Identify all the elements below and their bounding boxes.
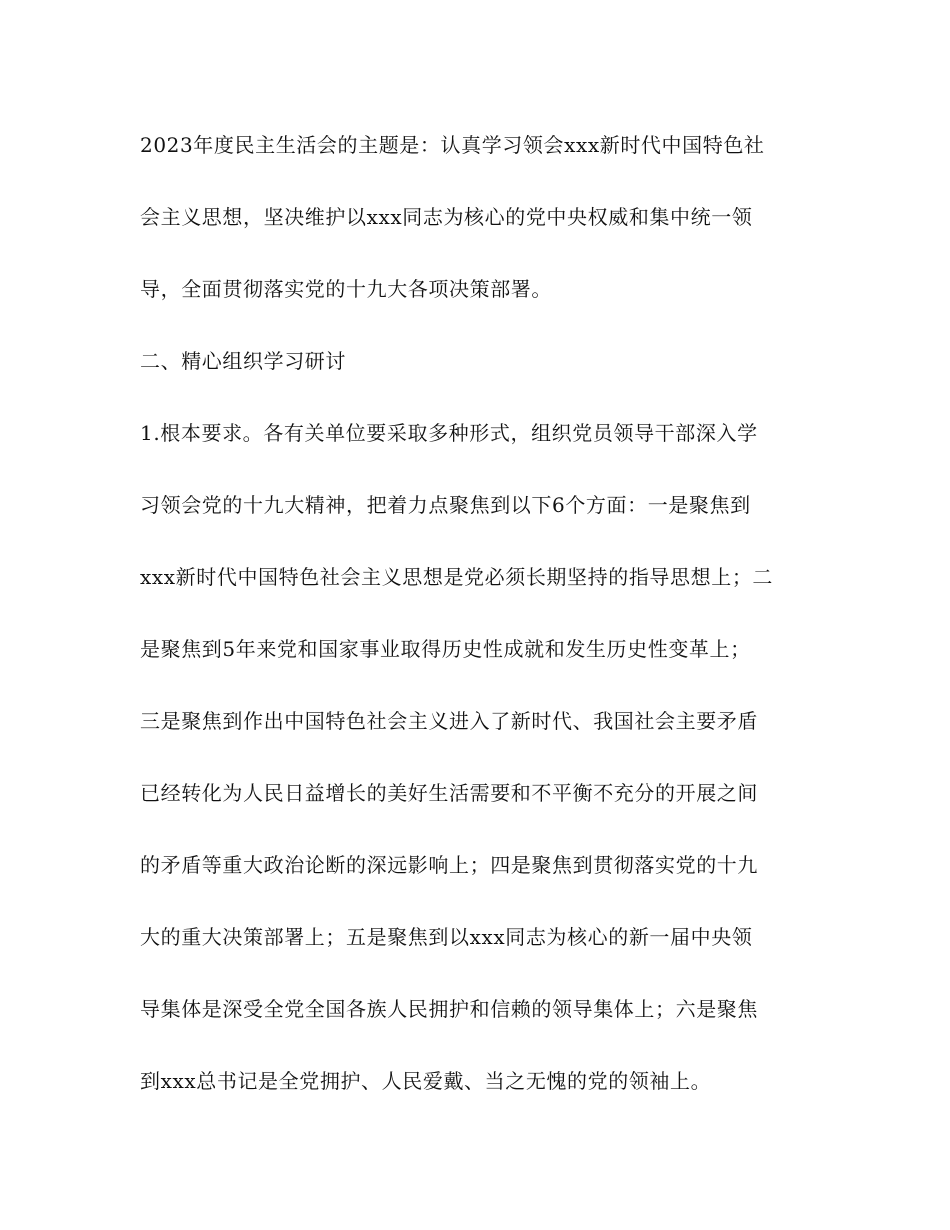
text-line: 大的重大决策部署上；五是聚焦到以xxx同志为核心的新一届中央领 — [140, 925, 753, 949]
section-heading: 二、精心组织学习研讨 — [140, 349, 346, 373]
text-line: 导集体是深受全党全国各族人民拥护和信赖的领导集体上；六是聚焦 — [140, 997, 758, 1021]
text-line: 三是聚焦到作出中国特色社会主义进入了新时代、我国社会主要矛盾 — [140, 709, 758, 733]
text-line: 到xxx总书记是全党拥护、人民爱戴、当之无愧的党的领袖上。 — [140, 1069, 712, 1093]
text-line: 是聚焦到5年来党和国家事业取得历史性成就和发生历史性变革上； — [140, 637, 751, 661]
text-line: 1.根本要求。各有关单位要采取多种形式，组织党员领导干部深入学 — [140, 421, 758, 445]
text-line: 2023年度民主生活会的主题是：认真学习领会xxx新时代中国特色社 — [140, 133, 765, 157]
text-line: 导，全面贯彻落实党的十九大各项决策部署。 — [140, 277, 552, 301]
text-line: xxx新时代中国特色社会主义思想是党必须长期坚持的指导思想上；二 — [140, 565, 774, 589]
text-line: 的矛盾等重大政治论断的深远影响上；四是聚焦到贯彻落实党的十九 — [140, 853, 758, 877]
text-line: 习领会党的十九大精神，把着力点聚焦到以下6个方面：一是聚焦到 — [140, 493, 751, 517]
text-line: 已经转化为人民日益增长的美好生活需要和不平衡不充分的开展之间 — [140, 781, 758, 805]
text-line: 会主义思想，坚决维护以xxx同志为核心的党中央权威和集中统一领 — [140, 205, 753, 229]
